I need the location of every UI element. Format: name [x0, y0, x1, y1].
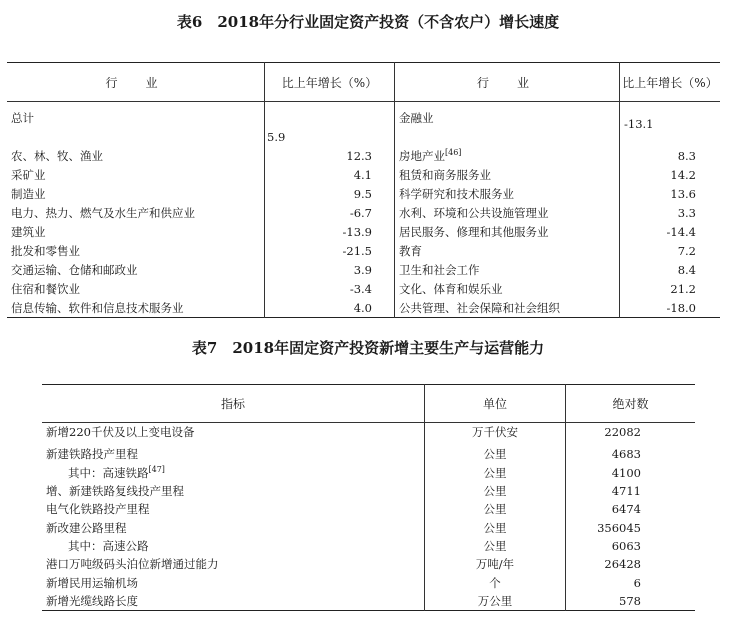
- industry-name: 建筑业: [11, 224, 46, 239]
- industry-name: 交通运输、仓储和邮政业: [11, 262, 138, 277]
- indicator-label: 其中：高速铁路: [68, 465, 149, 480]
- table-row: [42, 537, 695, 555]
- absolute-value: 26428: [604, 557, 641, 572]
- unit-cell: 公里: [425, 500, 566, 518]
- growth-value: 5.9: [265, 102, 395, 147]
- table7-header-row: [42, 385, 695, 423]
- growth-value: 9.5: [265, 184, 395, 203]
- indicator-name: [42, 464, 425, 482]
- unit-cell: 公里: [425, 441, 566, 463]
- table7-new-capacity: [42, 384, 695, 611]
- table6-header-row: [7, 63, 720, 102]
- industry-name: 居民服务、修理和其他服务业: [399, 224, 549, 239]
- table-row: [7, 165, 720, 184]
- table-row: [42, 441, 695, 463]
- industry-name: 信息传输、软件和信息技术服务业: [11, 300, 184, 315]
- growth-value: 21.2: [620, 279, 721, 298]
- growth-value: 4.1: [265, 165, 395, 184]
- indicator-name: 其中：高速公路: [68, 538, 149, 553]
- growth-value: 3.3: [620, 203, 721, 222]
- table-row: [42, 423, 695, 442]
- absolute-value: 22082: [604, 425, 641, 440]
- table-row: [7, 241, 720, 260]
- growth-value: 4.0: [265, 298, 395, 318]
- growth-value: 8.4: [620, 260, 721, 279]
- industry-name: 总计: [11, 111, 34, 125]
- absolute-value: 6474: [611, 502, 641, 517]
- table-row: [42, 518, 695, 536]
- industry-name: 金融业: [399, 111, 434, 125]
- absolute-value: 4100: [611, 465, 641, 480]
- absolute-value: 6: [633, 575, 641, 590]
- table-row: [42, 500, 695, 518]
- growth-value: 14.2: [620, 165, 721, 184]
- industry-label: 房地产业: [399, 148, 445, 163]
- footnote-ref: [47]: [148, 464, 165, 474]
- header-unit: 单位: [425, 385, 566, 423]
- table-row: [7, 222, 720, 241]
- growth-value: -14.4: [620, 222, 721, 241]
- absolute-value: 4711: [611, 484, 641, 499]
- unit-cell: 公里: [425, 518, 566, 536]
- unit-cell: 公里: [425, 464, 566, 482]
- growth-value: 8.3: [620, 146, 721, 165]
- indicator-name: 新增220千伏及以上变电设备: [46, 425, 195, 440]
- growth-value: -13.9: [265, 222, 395, 241]
- growth-value: 12.3: [265, 146, 395, 165]
- table-row: [7, 146, 720, 165]
- industry-name: 采矿业: [11, 167, 46, 182]
- unit-cell: 个: [425, 573, 566, 591]
- table-row: [7, 184, 720, 203]
- indicator-name: 港口万吨级码头泊位新增通过能力: [46, 557, 219, 572]
- unit-cell: 万吨/年: [425, 555, 566, 573]
- header-absolute: 绝对数: [566, 385, 696, 423]
- table-row: [7, 203, 720, 222]
- table-row: [7, 102, 720, 147]
- industry-name: 教育: [399, 243, 422, 258]
- growth-value: -6.7: [265, 203, 395, 222]
- absolute-value: 356045: [597, 520, 641, 535]
- unit-cell: 万公里: [425, 592, 566, 611]
- growth-value: 3.9: [265, 260, 395, 279]
- growth-value: -13.1: [620, 102, 721, 147]
- header-growth-right: 比上年增长（%）: [620, 63, 721, 102]
- growth-value: -3.4: [265, 279, 395, 298]
- industry-name: 科学研究和技术服务业: [399, 186, 514, 201]
- industry-name: 批发和零售业: [11, 243, 80, 258]
- industry-name: [395, 146, 620, 165]
- table-row: [42, 555, 695, 573]
- indicator-name: 新改建公路里程: [46, 520, 127, 535]
- industry-name: 水利、环境和公共设施管理业: [399, 205, 549, 220]
- indicator-name: 新增光缆线路长度: [46, 593, 138, 608]
- header-growth-left: 比上年增长（%）: [265, 63, 395, 102]
- footnote-ref: [46]: [445, 147, 462, 157]
- table6-title: 表6 2018年分行业固定资产投资（不含农户）增长速度: [176, 13, 560, 31]
- table-row: [42, 464, 695, 482]
- header-industry-left: 行 业: [7, 63, 265, 102]
- indicator-name: 新建铁路投产里程: [46, 447, 138, 462]
- growth-value: -21.5: [265, 241, 395, 260]
- table7-title: 表7 2018年固定资产投资新增主要生产与运营能力: [191, 339, 545, 357]
- table-row: [42, 573, 695, 591]
- table-row: [42, 592, 695, 611]
- growth-value: 13.6: [620, 184, 721, 203]
- table-row: [7, 279, 720, 298]
- table-row: [7, 260, 720, 279]
- indicator-name: 新增民用运输机场: [46, 575, 138, 590]
- industry-name: 制造业: [11, 186, 46, 201]
- industry-name: 卫生和社会工作: [399, 262, 480, 277]
- unit-cell: 公里: [425, 537, 566, 555]
- indicator-name: 电气化铁路投产里程: [46, 502, 150, 517]
- industry-name: 公共管理、社会保障和社会组织: [399, 300, 560, 315]
- table-row: [42, 482, 695, 500]
- unit-cell: 万千伏安: [425, 423, 566, 442]
- industry-name: 电力、热力、燃气及水生产和供应业: [11, 205, 195, 220]
- table6-industry-growth: [7, 62, 720, 318]
- absolute-value: 6063: [611, 538, 641, 553]
- indicator-name: 增、新建铁路复线投产里程: [46, 484, 184, 499]
- absolute-value: 4683: [611, 447, 641, 462]
- industry-name: 农、林、牧、渔业: [11, 148, 103, 163]
- header-indicator: 指标: [42, 385, 425, 423]
- industry-name: 租赁和商务服务业: [399, 167, 491, 182]
- growth-value: -18.0: [620, 298, 721, 318]
- industry-name: 文化、体育和娱乐业: [399, 281, 503, 296]
- table-row: [7, 298, 720, 318]
- absolute-value: 578: [619, 593, 641, 608]
- header-industry-right: 行 业: [395, 63, 620, 102]
- growth-value: 7.2: [620, 241, 721, 260]
- industry-name: 住宿和餐饮业: [11, 281, 80, 296]
- unit-cell: 公里: [425, 482, 566, 500]
